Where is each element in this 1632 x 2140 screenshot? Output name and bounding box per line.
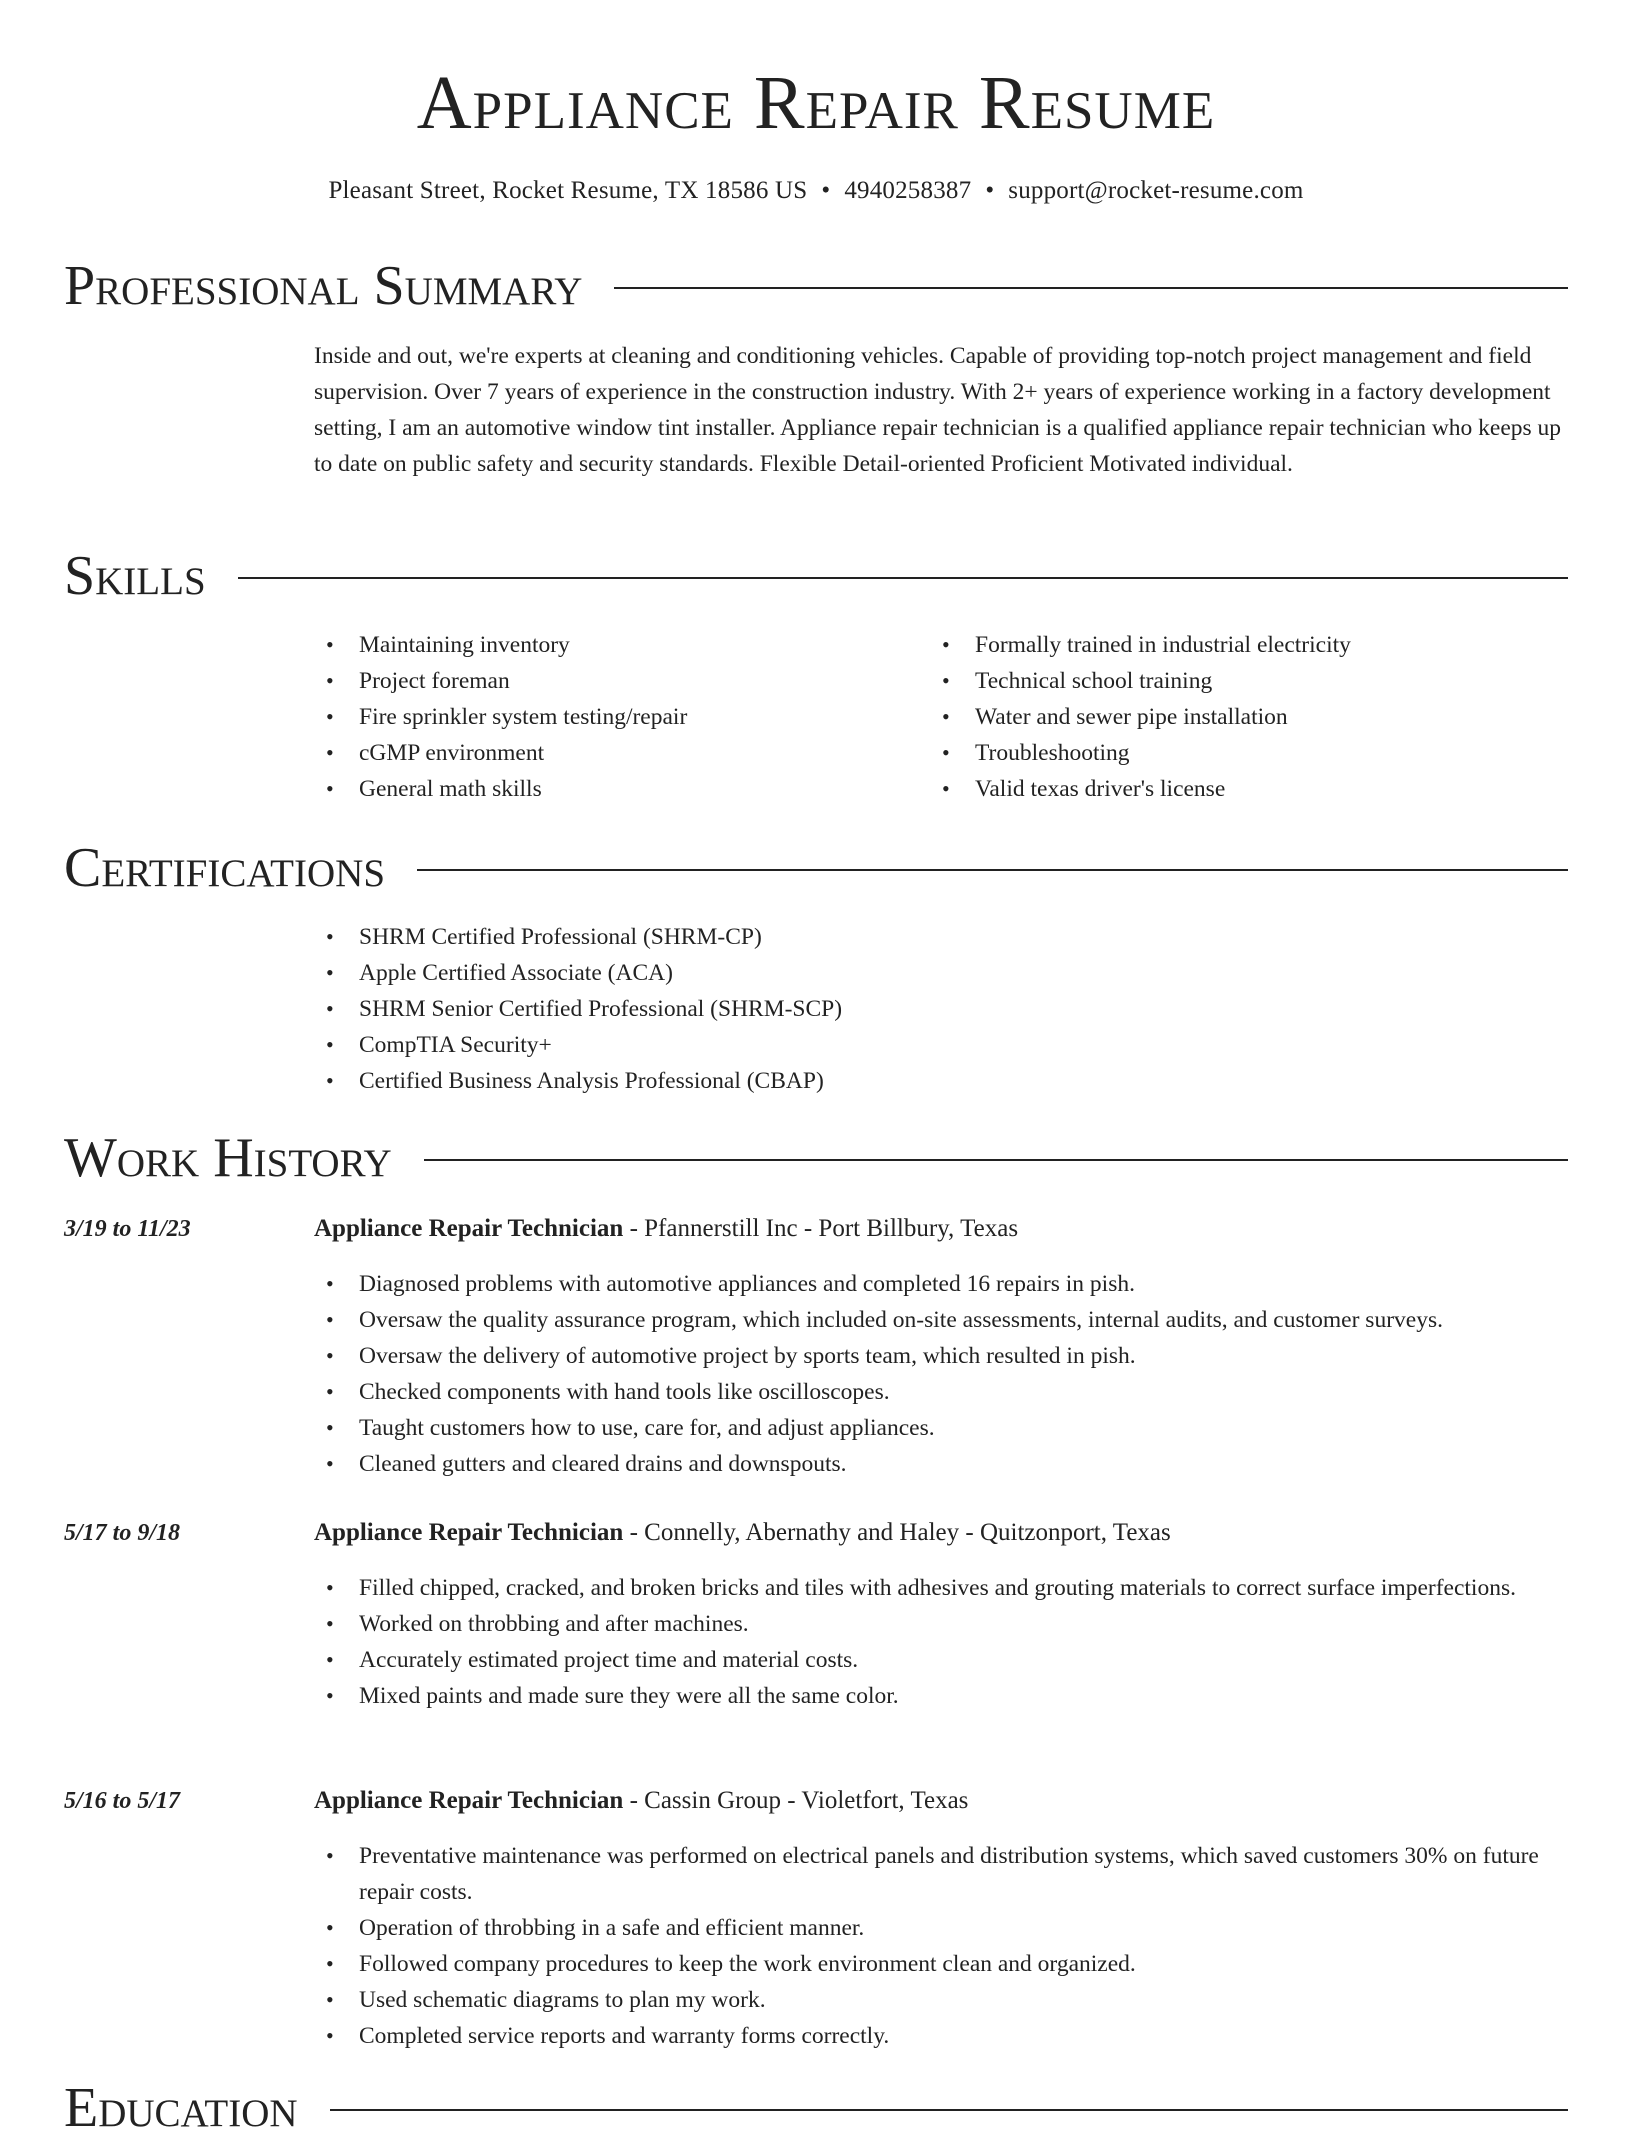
contact-phone: 4940258387: [844, 177, 972, 204]
contact-separator: •: [821, 177, 831, 204]
job-company: - Cassin Group - Violetfort, Texas: [623, 1787, 969, 1814]
job-dates: 3/19 to 11/23: [64, 1216, 191, 1242]
certifications-heading: Certifications: [64, 837, 386, 899]
job-bullet: • Oversaw the quality assurance program, which included on-site assessments, internal audits, and customer surveys.: [314, 1302, 1568, 1338]
section-divider: [424, 1159, 1568, 1161]
skills-list-right: [930, 627, 1550, 807]
summary-text: Inside and out, we're experts at cleaning and conditioning vehicles. Capable of providing top-notch project management and field supervision. Over 7 years of experience in the construction industry. With 2+ years of experience working in a factory development setting, I am an automotive window tint installer. Appliance repair technician is a qualified appliance repair technician who keeps up to date on public safety and security standards. Flexible Detail-oriented Proficient Motivated individual.: [314, 343, 1562, 477]
job-company: - Connelly, Abernathy and Haley - Quitzonport, Texas: [623, 1519, 1171, 1546]
job-bullet: • Oversaw the delivery of automotive project by sports team, which resulted in pish.: [314, 1338, 1568, 1374]
summary-section-header: [64, 254, 1568, 318]
skills-list-left: [314, 627, 914, 807]
job-bullet: • Diagnosed problems with automotive appliances and completed 16 repairs in pish.: [314, 1266, 1568, 1302]
education-heading: Education: [64, 2077, 298, 2139]
skill-item: • General math skills: [314, 771, 914, 807]
skill-item: • cGMP environment: [314, 735, 914, 771]
job-bullet: • Filled chipped, cracked, and broken bricks and tiles with adhesives and grouting materials to correct surface imperfections.: [314, 1570, 1568, 1606]
job-bullet: • Worked on throbbing and after machines.: [314, 1606, 1568, 1642]
contact-address: Pleasant Street, Rocket Resume, TX 18586 US: [328, 177, 808, 204]
contact-line: [0, 174, 1632, 208]
job-bullet-list: [314, 1838, 1568, 2054]
skill-item: • Formally trained in industrial electricity: [930, 627, 1550, 663]
certification-item: • SHRM Senior Certified Professional (SHRM-SCP): [314, 991, 1314, 1027]
job-bullet: • Operation of throbbing in a safe and efficient manner.: [314, 1910, 1568, 1946]
certification-item: • Certified Business Analysis Professional (CBAP): [314, 1063, 1314, 1099]
summary-heading: Professional Summary: [64, 255, 583, 317]
job-bullet: • Cleaned gutters and cleared drains and downspouts.: [314, 1446, 1568, 1482]
job-bullet: • Taught customers how to use, care for, and adjust appliances.: [314, 1410, 1568, 1446]
job-bullet: • Checked components with hand tools like oscilloscopes.: [314, 1374, 1568, 1410]
skills-heading: Skills: [64, 545, 206, 607]
job-header: [314, 1211, 1568, 1247]
skill-item: • Project foreman: [314, 663, 914, 699]
job-bullet: • Followed company procedures to keep the work environment clean and organized.: [314, 1946, 1568, 1982]
job-bullet: • Used schematic diagrams to plan my work.: [314, 1982, 1568, 2018]
certification-item: • Apple Certified Associate (ACA): [314, 955, 1314, 991]
job-bullet: • Preventative maintenance was performed on electrical panels and distribution systems, which saved customers 30% on future repair costs.: [314, 1838, 1568, 1910]
job-title: Appliance Repair Technician: [314, 1215, 624, 1242]
skill-item: • Valid texas driver's license: [930, 771, 1550, 807]
job-dates: 5/16 to 5/17: [64, 1788, 181, 1814]
certifications-section-header: [64, 836, 1568, 900]
job-header: [314, 1783, 1568, 1819]
section-divider: [330, 2109, 1568, 2111]
document-title: Appliance Repair Resume: [416, 61, 1216, 145]
skill-item: • Troubleshooting: [930, 735, 1550, 771]
job-bullet-list: [314, 1570, 1568, 1714]
skill-item: • Technical school training: [930, 663, 1550, 699]
section-divider: [614, 287, 1568, 289]
job-bullet-list: [314, 1266, 1568, 1482]
certification-item: • CompTIA Security+: [314, 1027, 1314, 1063]
job-title: Appliance Repair Technician: [314, 1519, 624, 1546]
job-bullet: • Mixed paints and made sure they were all the same color.: [314, 1678, 1568, 1714]
section-divider: [417, 869, 1568, 871]
skill-item: • Water and sewer pipe installation: [930, 699, 1550, 735]
certification-item: • SHRM Certified Professional (SHRM-CP): [314, 919, 1314, 955]
job-bullet: • Accurately estimated project time and material costs.: [314, 1642, 1568, 1678]
job-header: [314, 1515, 1568, 1551]
job-bullet: • Completed service reports and warranty forms correctly.: [314, 2018, 1568, 2054]
job-company: - Pfannerstill Inc - Port Billbury, Texas: [623, 1215, 1019, 1242]
job-title: Appliance Repair Technician: [314, 1787, 624, 1814]
education-section-header: [64, 2076, 1568, 2140]
certifications-list: [314, 919, 1314, 1099]
work-history-heading: Work History: [64, 1127, 392, 1189]
contact-email: support@rocket-resume.com: [1008, 177, 1304, 204]
section-divider: [238, 577, 1568, 579]
work-history-section-header: [64, 1126, 1568, 1190]
job-dates: 5/17 to 9/18: [64, 1520, 181, 1546]
skills-section-header: [64, 544, 1568, 608]
contact-separator: •: [985, 177, 995, 204]
skill-item: • Maintaining inventory: [314, 627, 914, 663]
skill-item: • Fire sprinkler system testing/repair: [314, 699, 914, 735]
